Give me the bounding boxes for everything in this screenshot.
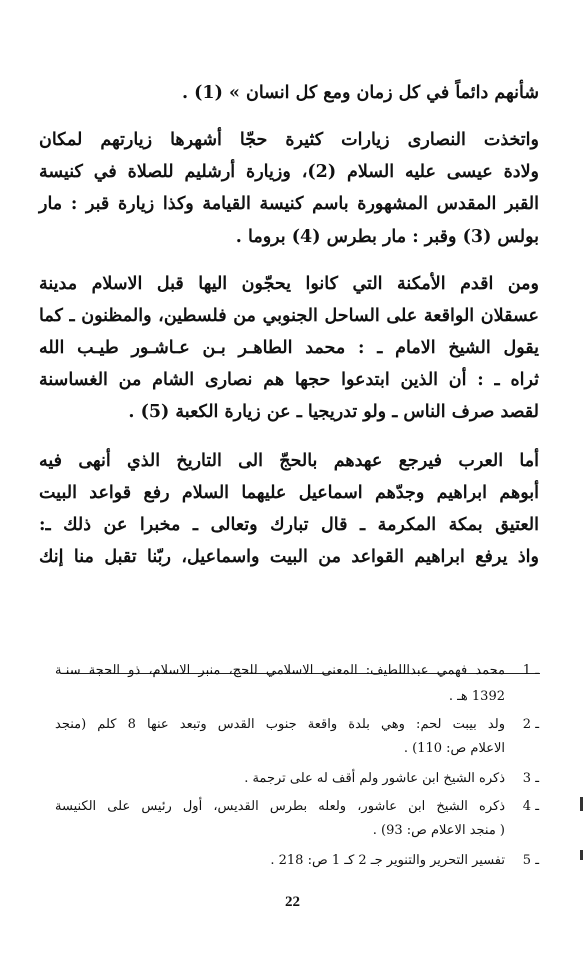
body-line: القبر المقدس المشهورة باسم كنيسة القيامة وكذا زيارة قبر : مار	[39, 194, 539, 214]
body-line: يقول الشيخ الامام ـ : محمد الطاهـر بـن عـاشـور طيـب الله	[39, 338, 539, 358]
footnote-number: 1 ـ	[522, 663, 539, 678]
body-line: أبوهم ابراهيم وجدّهم اسماعيل عليهما السلام رفع قواعد البيت	[39, 483, 539, 503]
footnote-text: الاعلام ص: 110) .	[403, 741, 505, 756]
body-line: واتخذت النصارى زيارات كثيرة حجّا أشهرها زيارتهم لمكان	[39, 130, 539, 150]
footnote-number: 2 ـ	[522, 717, 539, 732]
footnote-text: ولد بيبت لحم: وهي بلدة واقعة جنوب القدس وتبعد عنها 8 كلم (منجد	[55, 717, 505, 732]
body-line: عسقلان الواقعة على الساحل الجنوبي من فلسطين، والمظنون ـ كما	[39, 306, 539, 326]
body-line: ولادة عيسى عليه السلام (2)، وزيارة أرشليم للصلاة في كنيسة	[39, 162, 540, 182]
footnote-text: تفسير التحرير والتنوير جـ 2 كـ 1 ص: 218 .	[270, 853, 505, 868]
body-line: لقصد صرف الناس ـ ولو تدريجيا ـ عن زيارة الكعبة (5) .	[128, 402, 539, 422]
page-number: 22	[285, 894, 300, 910]
body-line: ومن اقدم الأمكنة التي كانوا يحجّون اليها قبل الاسلام مدينة	[39, 274, 539, 294]
scan-edge-mark	[580, 797, 583, 811]
footnote-number: 4 ـ	[522, 799, 539, 814]
footnote-text: ذكره الشيخ ابن عاشور ولم أقف له على ترجمة .	[244, 771, 505, 786]
footnote-text: محمد فهمي عبداللطيف: المعنى الاسلامي للحج، منبر الاسلام، ذو الحجة سنـة	[55, 663, 505, 678]
body-line: شأنهم دائماً في كل زمان ومع كل انسان » (1) .	[181, 83, 539, 103]
body-line: بولس (3) وقبر : مار بطرس (4) بروما .	[235, 227, 539, 247]
body-line: العتيق بمكة المكرمة ـ قال تبارك وتعالى ـ مخبرا عن ذلك ـ:	[39, 515, 539, 535]
body-line: ثراه ـ : أن الذين ابتدعوا حجها هم نصارى الشام من الغساسنة	[39, 370, 539, 390]
footnote-number: 3 ـ	[522, 771, 539, 786]
footnote-text: ذكره الشيخ ابن عاشور، ولعله بطرس القديس، أول رئيس على الكنيسة	[55, 799, 505, 814]
body-line: أما العرب فيرجع عهدهم بالحجّ الى التاريخ الذي أنهى فيه	[39, 451, 539, 471]
footnote-text: 1392 هـ .	[448, 689, 505, 704]
scan-edge-mark	[580, 850, 583, 860]
footnote-text: ( منجد الاعلام ص: 93) .	[372, 823, 505, 838]
body-line: واذ يرفع ابراهيم القواعد من البيت واسماعيل، ربّنا تقبل منا إنك	[39, 547, 539, 567]
footnote-number: 5 ـ	[522, 853, 539, 868]
